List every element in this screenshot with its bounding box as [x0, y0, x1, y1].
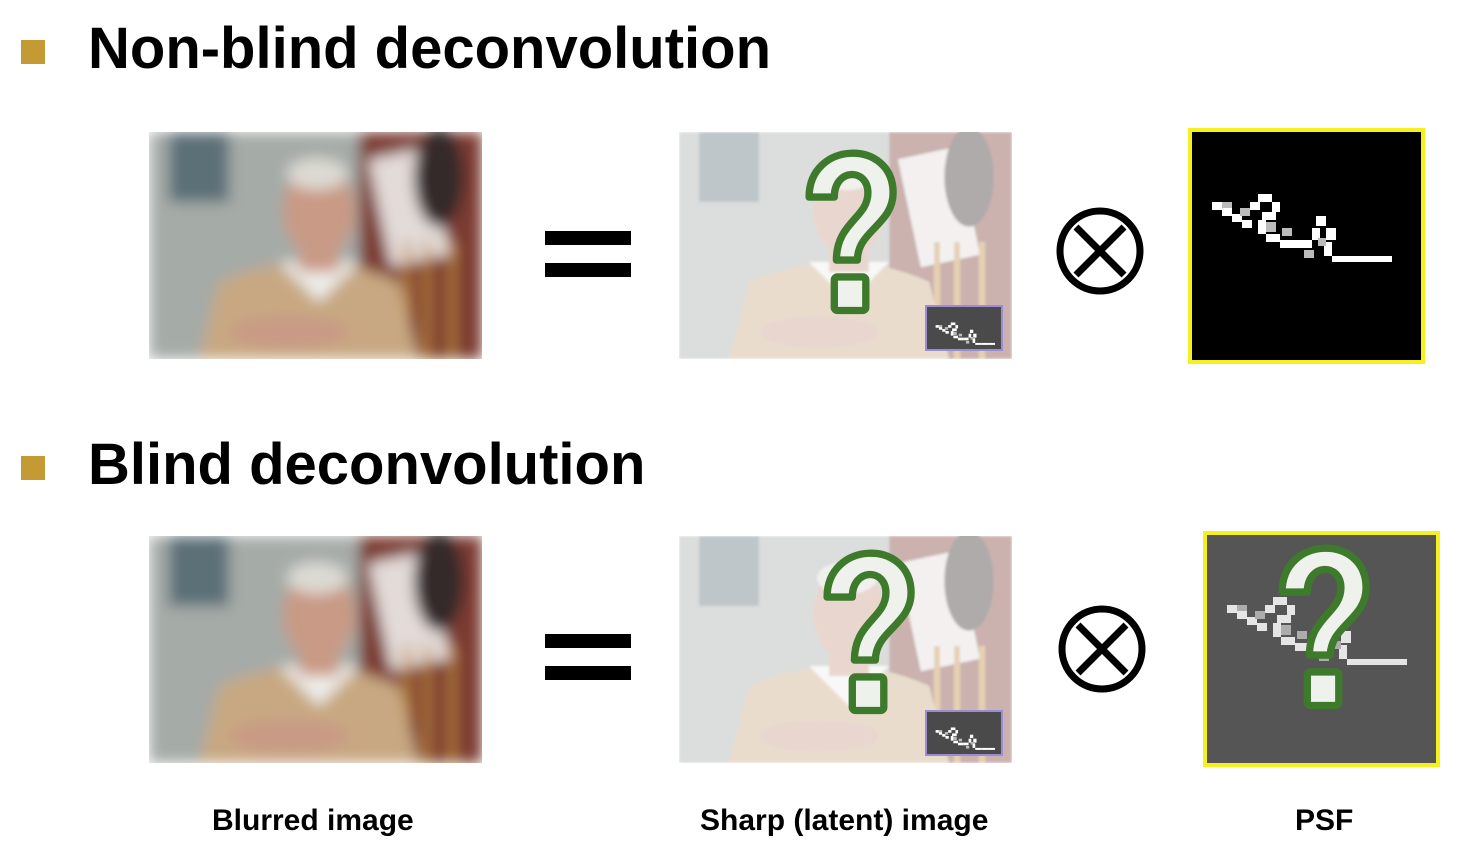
convolution-operator-2 [1056, 603, 1148, 695]
blurred-image-2 [149, 536, 482, 763]
equals-sign-2 [543, 628, 633, 683]
caption-psf: PSF [1295, 804, 1354, 837]
bullet-marker [21, 40, 45, 64]
sharp-latent-image-1 [679, 132, 1012, 359]
psf-kernel-known [1188, 128, 1425, 364]
caption-sharp-image: Sharp (latent) image [700, 804, 989, 837]
question-mark-icon [1282, 548, 1366, 705]
heading-non-blind: Non-blind deconvolution [88, 16, 772, 81]
bullet-marker [21, 456, 45, 480]
kernel-inset [926, 711, 1002, 755]
heading-blind: Blind deconvolution [88, 432, 646, 497]
sharp-latent-image-2 [679, 536, 1012, 763]
equals-sign-1 [543, 225, 633, 280]
convolution-operator-1 [1054, 205, 1146, 297]
psf-kernel-unknown [1203, 531, 1440, 767]
blurred-image-1 [149, 132, 482, 359]
kernel-inset [926, 306, 1002, 350]
caption-blurred-image: Blurred image [212, 804, 414, 837]
